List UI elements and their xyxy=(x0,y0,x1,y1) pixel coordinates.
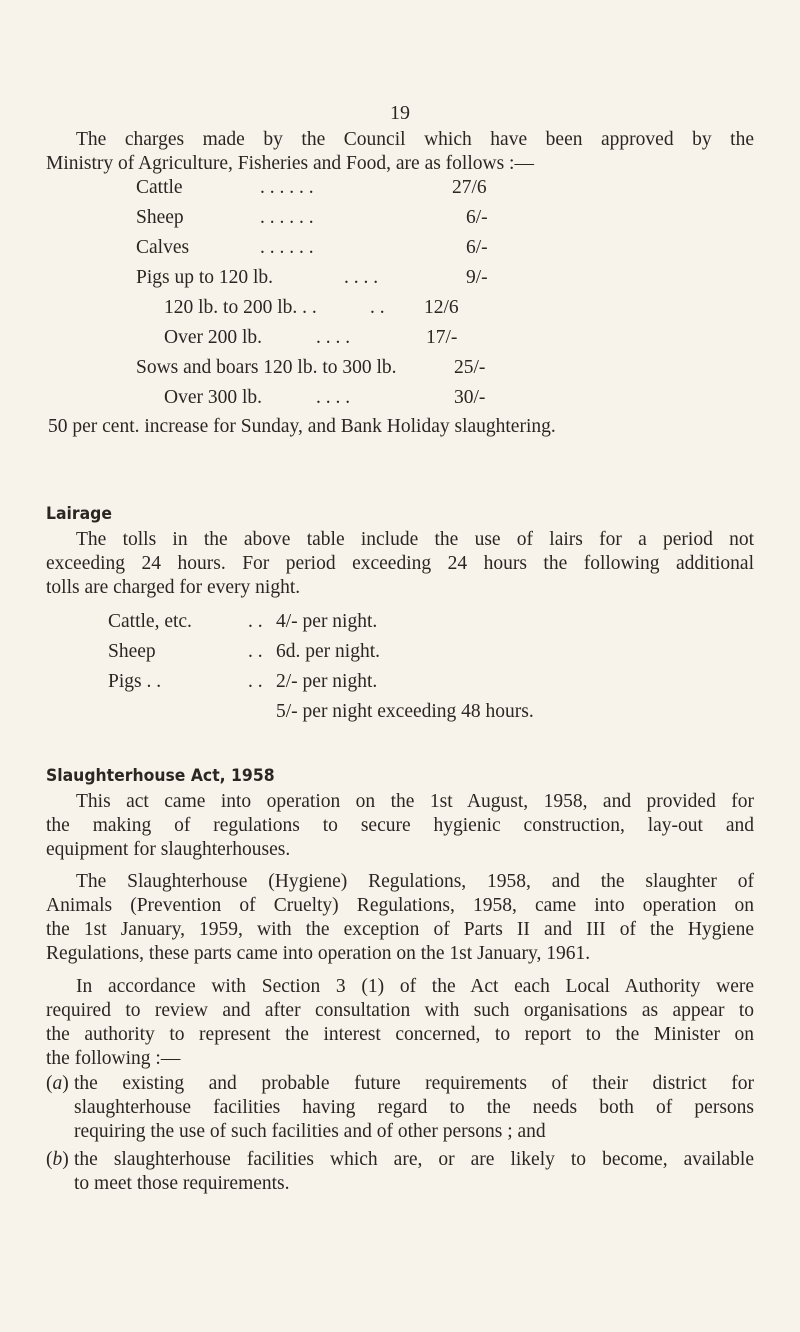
row-leader-dots: . . . . . . xyxy=(260,207,314,228)
list-item-body xyxy=(74,1072,754,1144)
lairage-paragraph xyxy=(46,528,754,600)
row-leader-dots: . . . . xyxy=(344,267,379,288)
row-label: Calves xyxy=(136,237,190,258)
page-number: 19 xyxy=(390,102,410,124)
intro-paragraph xyxy=(46,128,754,176)
list-item-body xyxy=(74,1148,754,1196)
slaughterhouse-act-heading: Slaughterhouse Act, 1958 xyxy=(46,766,275,786)
row-leader-dots: . . . . xyxy=(316,387,351,408)
row-value: 4/- per night. xyxy=(276,611,378,632)
act-p1-line-3: equipment for slaughterhouses. xyxy=(46,839,291,860)
row-leader-dots: . . xyxy=(248,611,263,632)
row-label: Pigs . . xyxy=(108,671,162,692)
row-value: 6d. per night. xyxy=(276,641,380,662)
row-value: 25/- xyxy=(454,357,486,378)
lairage-line-1-text: The tolls in the above table include the use of lairs for a period not xyxy=(76,529,754,550)
act-p2-line-1 xyxy=(46,870,754,894)
row-leader-dots: . . xyxy=(370,297,385,318)
item-b-line-2: to meet those requirements. xyxy=(74,1173,290,1194)
intro-line-1 xyxy=(46,128,754,152)
holiday-surcharge-note: 50 per cent. increase for Sunday, and Bank Holiday slaughtering. xyxy=(48,416,556,437)
act-paragraph-2 xyxy=(46,870,754,966)
row-leader-dots: . . xyxy=(248,641,263,662)
list-marker-b: (b) xyxy=(46,1149,69,1170)
item-a-line-3: requiring the use of such facilities and of other persons ; and xyxy=(74,1121,546,1142)
act-p1-line-2: the making of regulations to secure hygienic construction, lay-out and xyxy=(46,815,754,836)
row-label: Cattle, etc. xyxy=(108,611,192,632)
act-p3-line-1 xyxy=(46,975,754,999)
lairage-heading: Lairage xyxy=(46,504,112,524)
lairage-line-3: tolls are charged for every night. xyxy=(46,577,301,598)
row-leader-dots: . . . . . . xyxy=(260,177,314,198)
item-a-line-1: the existing and probable future requirements of their district for xyxy=(74,1073,754,1094)
item-b-line-1: the slaughterhouse facilities which are, or are likely to become, available xyxy=(74,1149,754,1170)
row-value: 9/- xyxy=(466,267,488,288)
act-p3-line-2: required to review and after consultation with such organisations as appear to xyxy=(46,1000,754,1021)
row-value: 27/6 xyxy=(452,177,487,198)
row-leader-dots: . . . . . . xyxy=(260,237,314,258)
act-p2-line-4: Regulations, these parts came into operation on the 1st January, 1961. xyxy=(46,943,591,964)
act-p1-line-1 xyxy=(46,790,754,814)
row-value: 2/- per night. xyxy=(276,671,378,692)
intro-line-2: Ministry of Agriculture, Fisheries and Food, are as follows :— xyxy=(46,153,534,174)
list-marker-letter: b xyxy=(52,1149,63,1170)
lairage-line-1 xyxy=(46,528,754,552)
row-label: Sheep xyxy=(108,641,156,662)
intro-line-1-text: The charges made by the Council which have been approved by the xyxy=(76,129,754,150)
row-value: 12/6 xyxy=(424,297,459,318)
act-paragraph-3 xyxy=(46,975,754,1071)
list-marker-a: (a) xyxy=(46,1073,69,1094)
act-p3-line-1-text: In accordance with Section 3 (1) of the Act each Local Authority were xyxy=(76,976,754,997)
act-p3-line-4: the following :— xyxy=(46,1048,181,1069)
act-p1-line-1-text: This act came into operation on the 1st August, 1958, and provided for xyxy=(76,791,754,812)
row-label: Sows and boars 120 lb. to 300 lb. xyxy=(136,357,397,378)
row-label: 120 lb. to 200 lb. . . xyxy=(164,297,317,318)
row-label: Over 300 lb. xyxy=(164,387,263,408)
act-p2-line-3: the 1st January, 1959, with the exception of Parts II and III of the Hygiene xyxy=(46,919,754,940)
row-label: Pigs up to 120 lb. xyxy=(136,267,274,288)
act-p2-line-1-text: The Slaughterhouse (Hygiene) Regulations, 1958, and the slaughter of xyxy=(76,871,754,892)
act-p3-line-3: the authority to represent the interest concerned, to report to the Minister on xyxy=(46,1024,754,1045)
row-value: 5/- per night exceeding 48 hours. xyxy=(276,701,534,722)
row-value: 6/- xyxy=(466,237,488,258)
item-a-line-2: slaughterhouse facilities having regard to the needs both of persons xyxy=(74,1097,754,1118)
act-p2-line-2: Animals (Prevention of Cruelty) Regulations, 1958, came into operation on xyxy=(46,895,754,916)
row-label: Over 200 lb. xyxy=(164,327,263,348)
row-leader-dots: . . xyxy=(248,671,263,692)
act-paragraph-1 xyxy=(46,790,754,862)
list-marker-letter: a xyxy=(52,1073,63,1094)
row-label: Sheep xyxy=(136,207,184,228)
row-value: 17/- xyxy=(426,327,458,348)
row-value: 30/- xyxy=(454,387,486,408)
lairage-line-2: exceeding 24 hours. For period exceeding 24 hours the following additional xyxy=(46,553,754,574)
row-leader-dots: . . . . xyxy=(316,327,351,348)
row-label: Cattle xyxy=(136,177,183,198)
row-value: 6/- xyxy=(466,207,488,228)
